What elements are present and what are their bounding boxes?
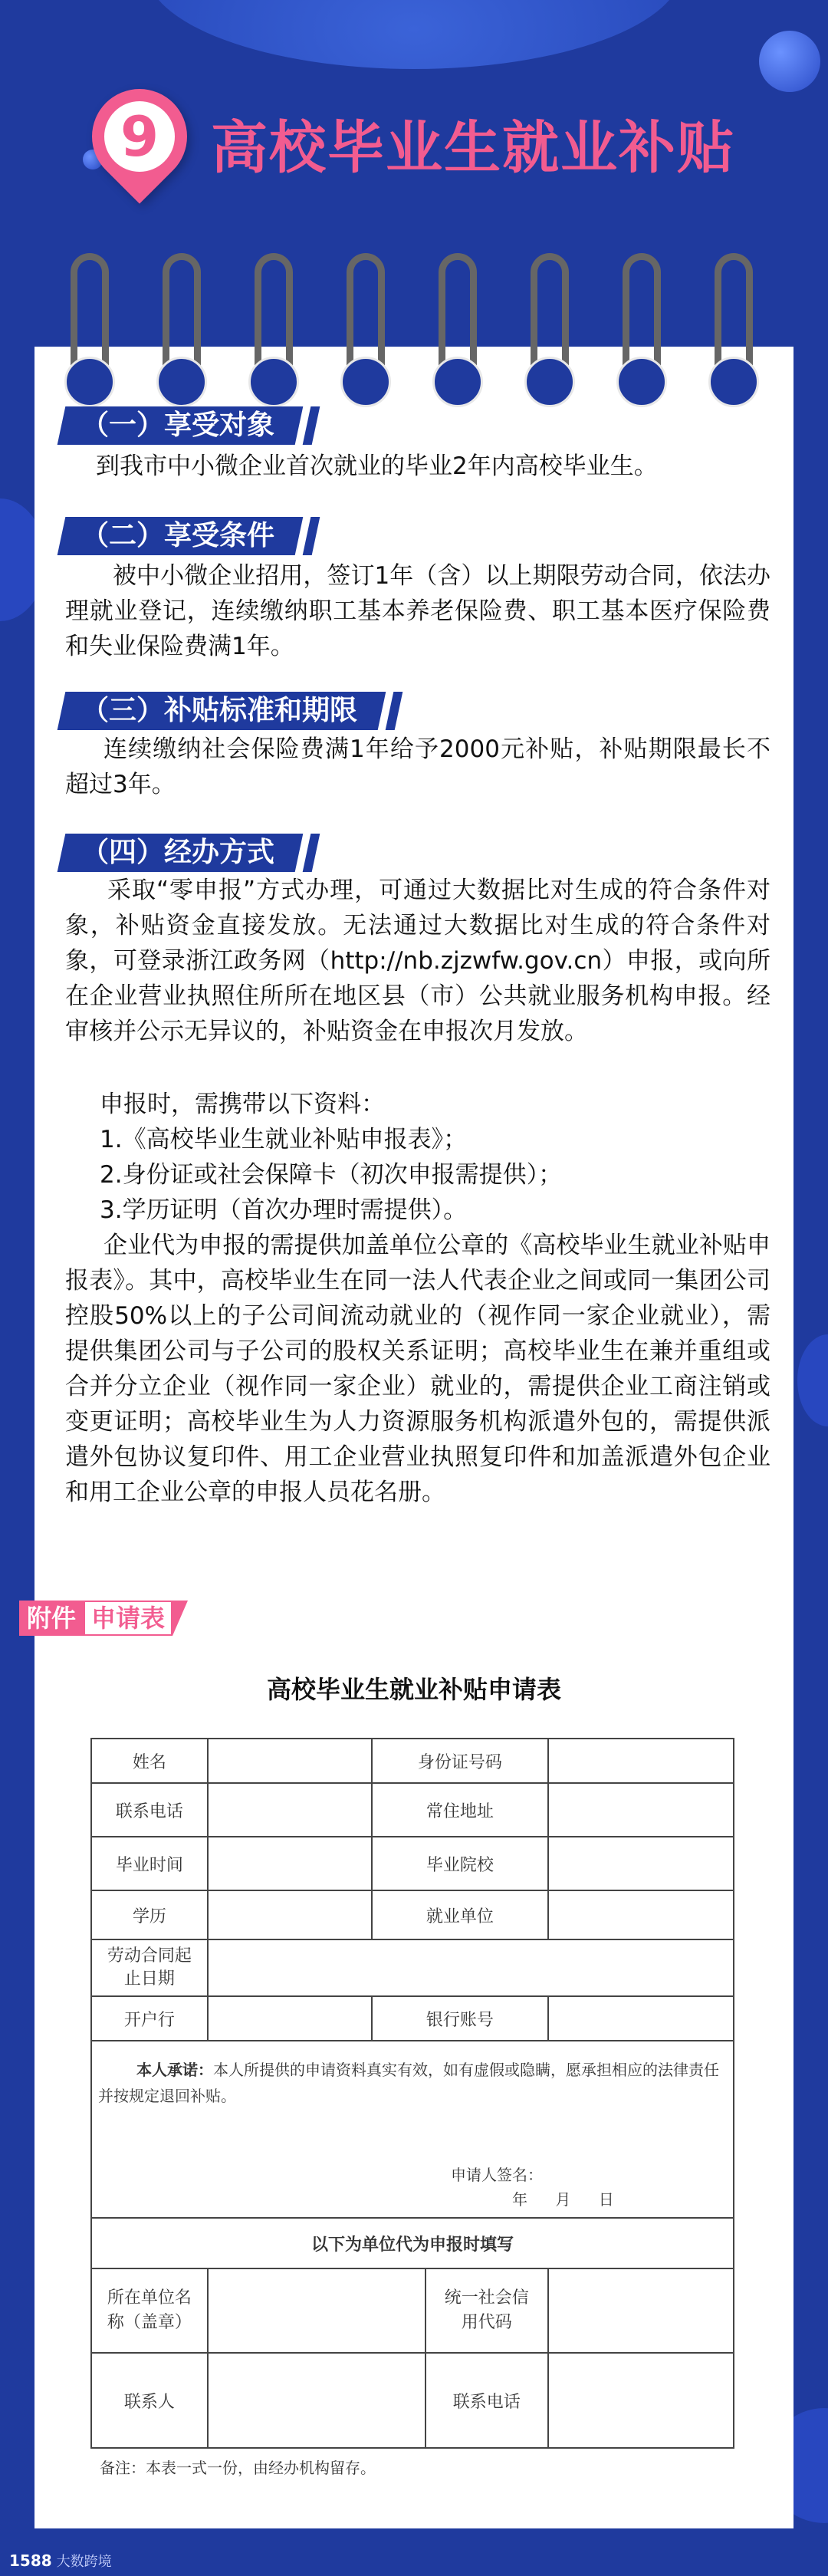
- brand-logo: 1588: [9, 2551, 52, 2570]
- form-label: 姓名: [91, 1739, 208, 1783]
- form-value-cell[interactable]: [548, 1783, 734, 1837]
- section-paragraph: 被中小微企业招用，签订1年（含）以上期限劳动合同，依法办理就业登记，连续缴纳职工基本养老保险费、职工基本医疗保险费和失业保险费满1年。: [65, 562, 770, 660]
- application-form: [90, 1738, 734, 2449]
- section-paragraph: 采取“零申报”方式办理，可通过大数据比对生成的符合条件对象，补贴资金直接发放。无法通过大数据比对生成的符合条件对象，可登录浙江政务网（http://nb.zjzwfw.gov.cn）申报，或向所在企业营业执照住所所在地区县（市）公共就业服务机构申报。经审核并公示无异议的，补贴资金在申报次月发放。: [65, 877, 770, 1045]
- attachment-form-label: 申请表: [84, 1601, 172, 1636]
- section-paragraph: 企业代为申报的需提供加盖单位公章的《高校毕业生就业补贴申报表》。其中，高校毕业生在同一法人代表企业之间或同一集团公司控股50%以上的子公司间流动就业的（视作同一家企业就业），需提供集团公司与子公司的股权关系证明；高校毕业生在兼并重组或合并分立企业（视作同一家企业）就业的，需提供企业工商注销或变更证明；高校毕业生为人力资源服务机构派遣外包的，需提供派遣外包协议复印件、用工企业营业执照复印件和加盖派遣外包企业和用工企业公章的申报人员花名册。: [65, 1232, 770, 1506]
- form-label: 劳动合同起止日期: [91, 1939, 208, 1996]
- section-heading: （四）经办方式: [58, 834, 304, 872]
- pledge-text: [98, 2057, 721, 2109]
- attachment-label: 附件: [19, 1601, 84, 1636]
- decor-bubble: [759, 31, 820, 92]
- form-value-cell[interactable]: [548, 1890, 734, 1939]
- form-value-cell[interactable]: [208, 1939, 734, 1996]
- form-label: 身份证号码: [372, 1739, 547, 1783]
- list-item: 2.身份证或社会保障卡（初次申报需提供）；: [100, 1161, 563, 1189]
- pledge-body: 本人所提供的申请资料真实有效，如有虚假或隐瞒，愿承担相应的法律责任并按规定退回补贴。: [98, 2061, 719, 2105]
- form-value-cell[interactable]: [548, 2268, 734, 2353]
- employer-section-header: 以下为单位代为申报时填写: [91, 2218, 734, 2268]
- form-label: 开户行: [91, 1996, 208, 2041]
- decor-bubble: [146, 0, 682, 69]
- section-paragraph: 申报时，需携带以下资料：: [100, 1091, 385, 1118]
- form-value-cell[interactable]: [548, 1739, 734, 1783]
- brand-name: 大数跨境: [56, 2554, 112, 2570]
- form-value-cell[interactable]: [208, 1739, 372, 1783]
- form-label: 所在单位名称（盖章）: [91, 2268, 208, 2353]
- form-footnote: 备注：本表一式一份，由经办机构留存。: [100, 2459, 376, 2477]
- ring-icon: [156, 253, 207, 399]
- ring-icon: [432, 253, 483, 399]
- brand-watermark: [9, 2551, 112, 2571]
- section-paragraph: 连续缴纳社会保险费满1年给予2000元补贴，补贴期限最长不超过3年。: [65, 735, 770, 798]
- form-title: 高校毕业生就业补贴申请表: [266, 1675, 561, 1704]
- form-value-cell[interactable]: [208, 2268, 426, 2353]
- list-item: 1.《高校毕业生就业补贴申报表》；: [100, 1126, 468, 1153]
- ring-icon: [708, 253, 759, 399]
- page-header: [0, 84, 828, 199]
- form-label: 就业单位: [372, 1890, 547, 1939]
- section-number: 9: [120, 104, 159, 169]
- form-value-cell[interactable]: [208, 1996, 372, 2041]
- page-title: 高校毕业生就业补贴: [211, 115, 735, 181]
- form-value-cell[interactable]: [208, 1837, 372, 1890]
- section-heading: （二）享受条件: [58, 517, 304, 555]
- ring-icon: [64, 253, 115, 399]
- form-label: 联系人: [91, 2353, 208, 2448]
- location-pin-icon: [72, 69, 206, 203]
- form-label: 联系电话: [91, 1783, 208, 1837]
- form-label: 学历: [91, 1890, 208, 1939]
- form-value-cell[interactable]: [208, 2353, 426, 2448]
- ring-icon: [524, 253, 575, 399]
- signature-label: 申请人签名：: [451, 2166, 543, 2184]
- form-label: 银行账号: [372, 1996, 547, 2041]
- notebook-rings: [0, 253, 828, 399]
- decor-bubble: [797, 1334, 828, 1426]
- form-value-cell[interactable]: [548, 1837, 734, 1890]
- form-label: 毕业院校: [372, 1837, 547, 1890]
- form-label: 统一社会信用代码: [426, 2268, 548, 2353]
- form-label: 联系电话: [426, 2353, 548, 2448]
- list-item: 3.学历证明（首次办理时需提供）。: [100, 1196, 468, 1224]
- section-heading: （一）享受对象: [58, 406, 304, 445]
- form-value-cell[interactable]: [208, 1890, 372, 1939]
- attachment-tag: [19, 1601, 188, 1636]
- form-label: 常住地址: [372, 1783, 547, 1837]
- ring-icon: [616, 253, 667, 399]
- pledge-cell: [91, 2041, 734, 2218]
- ring-icon: [248, 253, 299, 399]
- ring-icon: [340, 253, 391, 399]
- form-value-cell[interactable]: [548, 1996, 734, 2041]
- form-value-cell[interactable]: [548, 2353, 734, 2448]
- section-paragraph: 到我市中小微企业首次就业的毕业2年内高校毕业生。: [96, 452, 658, 480]
- form-value-cell[interactable]: [208, 1783, 372, 1837]
- pledge-label: 本人承诺：: [136, 2061, 213, 2079]
- section-heading: （三）补贴标准和期限: [58, 692, 386, 730]
- signature-date: 年 月 日: [512, 2190, 614, 2209]
- form-label: 毕业时间: [91, 1837, 208, 1890]
